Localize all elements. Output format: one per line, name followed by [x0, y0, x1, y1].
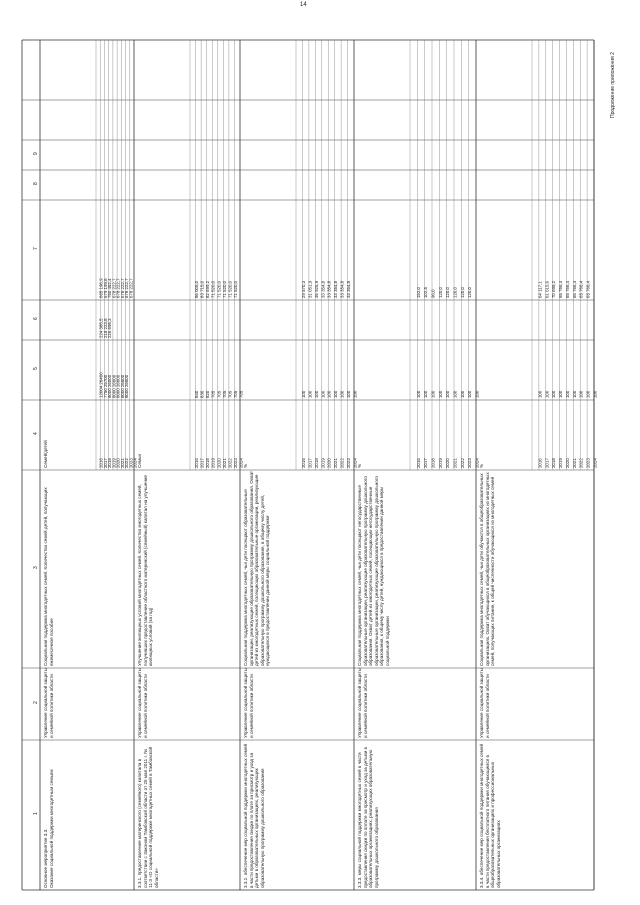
section-2-year-2024: 2024 [352, 458, 358, 468]
column-number-1: 1 [33, 812, 39, 815]
section-2-value5-2022: 100 [339, 390, 345, 399]
section-0-value5-2022: 8000 26600 [124, 374, 130, 399]
section-4-year-2024: 2024 [592, 458, 598, 468]
section-1-year-2024: 2024 [238, 458, 244, 468]
section-4-title: 3.3.4. обеспечение мер социальной поддержки многодетных семей в части предоставления бесплатного питания обучающимся в общеобразовательных организациях и профессиональных образовательных организациях [479, 742, 501, 888]
section-0-value6-2018: 226 695,3 [107, 318, 113, 339]
section-4-year-2019: 2019 [558, 458, 564, 469]
section-2-year-2020: 2020 [326, 458, 332, 469]
section-0-year-2024: 2024 [132, 458, 138, 468]
section-3-unit: % [357, 463, 362, 468]
section-1-value5-2021: 705 [221, 390, 227, 399]
section-3-title: 3.3.3. меры социальной поддержки многодетных семей в части предоставления скидки по оплате за присмотр и уход за детьми в образовательных организациях, реализующих образовательную программу дошкольного образования [357, 745, 379, 888]
section-4-year-2021: 2021 [571, 458, 577, 469]
section-4-value5-2020: 100 [564, 390, 570, 399]
section-2-title: 3.3.2. обеспечение мер социальной поддержки многодетных семей в части предоставления скидки по плате за присмотр и уход за детьми в образовательных организациях, реализующих образовательную программу дошкольного образования [243, 742, 265, 888]
section-0-year-2020: 2020 [115, 458, 121, 469]
section-3-value7-2017: 102,5 [423, 287, 429, 299]
section-3-value7-2023: 120,0 [467, 287, 473, 299]
section-0-value7-2016: 665 196,9 [98, 278, 104, 299]
continuation-label: Продолжение приложения 2 [610, 52, 616, 118]
section-1-value5-2023: 705 [232, 390, 238, 399]
section-4-unit: % [479, 463, 484, 468]
section-1-year-2021: 2021 [221, 458, 227, 469]
section-0-value7-2022: 678 222,7 [124, 278, 130, 299]
section-3-value5-2022: 100 [459, 390, 465, 399]
section-3-year-2022: 2022 [459, 458, 465, 469]
section-3-value5-2018: 100 [430, 390, 436, 398]
section-4-value5-2021: 100 [571, 390, 577, 399]
section-3-year-2017: 2017 [423, 458, 429, 469]
section-3-value5-2016: 100 [415, 390, 421, 399]
section-4-executor: Управление социальной защиты и семейной политики области [479, 666, 490, 738]
section-1-title: 3.3.1. предоставление материнского (семейного) капитала в соответствии с Законом Тамбовской области от 25 мая 2011 г. № 11-З «О социальной поддержке многодетных семей в Тамбовской области» [137, 745, 159, 888]
section-1-year-2017: 2017 [199, 458, 205, 469]
section-3-executor: Управление социальной защиты и семейной политики области [357, 666, 368, 738]
section-4-year-2023: 2023 [585, 458, 591, 469]
section-0-value5-2021: 8000 26600 [119, 374, 125, 399]
section-2-year-2018: 2018 [313, 458, 319, 469]
section-4-value7-2016: 64 117,1 [537, 281, 543, 299]
section-0-year-2023: 2023 [128, 458, 134, 469]
section-2-indicator: Социальная поддержка многодетных семей, чьи дети посещают образовательные организации, реализующие образовательную программу дошкольного образования. Охват детей из многодетных семей, посещающих образовательные организации, реализующие образовательную программу дошкольного образования, в общему числу детей, нуждающихся в предоставлении данной меры социальной поддержки [243, 469, 270, 666]
section-2-value5-2024: 100 [352, 390, 358, 398]
section-0-year-2022: 2022 [124, 458, 130, 469]
section-2-value7-2022: 33 354,8 [339, 280, 345, 299]
section-2-year-2016: 2016 [300, 458, 306, 469]
section-3-value5-2019: 100 [437, 390, 443, 399]
section-4-value5-2016: 100 [537, 390, 543, 399]
section-4-value7-2021: 65 766,4 [571, 280, 577, 299]
section-0-year-2019: 2019 [111, 458, 117, 469]
section-4-year-2022: 2022 [578, 458, 584, 469]
section-3-value5-2023: 100 [467, 390, 473, 399]
section-1-value7-2020: 71 520,0 [216, 280, 222, 299]
section-2-unit: % [243, 463, 248, 468]
section-2-value5-2016: 100 [300, 390, 306, 399]
section-1-value5-2018: 820 [205, 390, 211, 399]
section-3-year-2021: 2021 [452, 458, 458, 468]
section-2-value5-2018: 100 [313, 390, 319, 399]
section-1-value7-2019: 71 520,0 [210, 280, 216, 299]
section-4-value7-2023: 65 766,4 [585, 280, 591, 299]
section-1-value7-2022: 71 520,0 [227, 280, 233, 299]
section-1-value7-2016: 86 005,0 [194, 280, 200, 299]
section-4-value7-2022: 65 766,4 [578, 280, 584, 299]
section-1-value7-2017: 83 715,0 [199, 280, 205, 299]
section-4-indicator: Социальная поддержка многодетных семей, чьи дети обучаются в общеобразовательных организациях. Охват обучающихся в общеобразовательных организациях из многодетных семей, получающих питание, к общей численности обучающихся из многодетных семей [479, 471, 495, 666]
section-3-value7-2020: 120,0 [445, 287, 451, 299]
section-3-value7-2016: 152,0 [415, 287, 421, 299]
section-0-value7-2017: 679 199,8 [102, 278, 108, 299]
section-3-value7-2021: 120,0 [452, 287, 458, 298]
section-0-unit: Семей/детей [43, 440, 48, 468]
column-number-3: 3 [33, 566, 39, 569]
section-3-year-2020: 2020 [445, 458, 451, 469]
section-2-value7-2018: 36 925,9 [313, 280, 319, 299]
section-4-value7-2017: 61 615,6 [544, 280, 550, 299]
section-4-value5-2018: 100 [551, 390, 557, 399]
section-2-value5-2019: 100 [320, 390, 326, 399]
section-0-value5-2017: 7750 25700 [102, 374, 108, 399]
section-0-value7-2021: 678 222,7 [119, 278, 125, 299]
section-3-year-2016: 2016 [415, 458, 421, 469]
section-1-value5-2020: 705 [216, 390, 222, 399]
section-4-value5-2017: 100 [544, 390, 550, 399]
section-1-unit: Семьи [137, 454, 142, 468]
section-2-value7-2017: 31 051,9 [307, 280, 313, 299]
column-number-2: 2 [33, 701, 39, 704]
section-2-value7-2016: 29 570,3 [300, 280, 306, 299]
section-0-value7-2020: 678 222,7 [115, 278, 121, 299]
section-1-value5-2019: 705 [210, 390, 216, 399]
section-4-value5-2023: 100 [585, 390, 591, 399]
section-1-year-2016: 2016 [194, 458, 200, 469]
section-0-value5-2016: 12004 26400 [98, 372, 104, 399]
section-0-value6-2017: 218 223,8 [102, 318, 108, 339]
section-1-indicator: Улучшение жилищных условий многодетных семей. Количество многодетных семей, получивших предоставление областного материнский (семейный) капитал на улучшение жилищных условий (за год) [137, 473, 153, 666]
section-3-year-2018: 2018 [430, 458, 436, 468]
section-1-year-2020: 2020 [216, 458, 222, 469]
section-3-value5-2024: 100 [474, 390, 480, 398]
section-2-year-2021: 2021 [333, 458, 339, 469]
section-0-value5-2019: 8000 26600 [111, 374, 117, 399]
section-4-value7-2020: 65 766,4 [564, 280, 570, 299]
section-3-year-2023: 2023 [467, 458, 473, 469]
section-3-value7-2022: 120,0 [459, 287, 465, 299]
section-3-value5-2017: 100 [423, 390, 429, 399]
column-number-8: 8 [33, 182, 39, 185]
section-3-year-2019: 2019 [437, 458, 443, 469]
section-2-executor: Управление социальной защиты и семейной политики области [243, 666, 254, 738]
section-4-value7-2019: 65 766,4 [558, 280, 564, 299]
section-1-value7-2023: 71 520,0 [232, 280, 238, 299]
section-0-year-2021: 2021 [119, 458, 125, 469]
section-0-year-2018: 2018 [107, 458, 113, 469]
section-3-value7-2019: 120,0 [437, 287, 443, 299]
section-2-value7-2023: 33 354,8 [346, 280, 352, 299]
section-1-year-2018: 2018 [205, 458, 211, 469]
section-0-title: Основное мероприятие 3.3. Оказание социальной поддержки многодетным семьям [43, 769, 54, 888]
page-number: 14 [300, 2, 307, 8]
section-4-year-2017: 2017 [544, 458, 550, 469]
section-1-year-2019: 2019 [210, 458, 216, 469]
section-1-year-2023: 2023 [232, 458, 238, 469]
section-4-year-2020: 2020 [564, 458, 570, 469]
section-2-value5-2021: 100 [333, 390, 339, 399]
section-2-value5-2017: 100 [307, 390, 313, 399]
section-2-value7-2020: 33 354,8 [326, 280, 332, 299]
section-2-value5-2023: 100 [346, 390, 352, 399]
column-number-5: 5 [33, 367, 39, 370]
section-1-value7-2018: 82 699,2 [205, 280, 211, 299]
section-0-value5-2018: 8000 26000 [107, 374, 113, 399]
section-1-year-2022: 2022 [227, 458, 233, 469]
section-0-value7-2023: 678 222,7 [128, 278, 134, 299]
section-0-indicator: Социальная поддержка многодетных семей. Количество семей детей, получающих ежемесячное пособие [43, 486, 54, 666]
section-3-value5-2021: 100 [452, 390, 458, 398]
section-0-value6-2016: 224 385,5 [98, 318, 104, 339]
section-1-value5-2016: 840 [194, 390, 200, 399]
section-4-value5-2019: 100 [558, 390, 564, 399]
section-0-executor: Управление социальной защиты и семейной политики области [43, 666, 54, 738]
section-2-year-2022: 2022 [339, 458, 345, 469]
section-2-value5-2020: 100 [326, 390, 332, 399]
column-number-9: 9 [33, 152, 39, 155]
section-2-value7-2019: 33 354,8 [320, 280, 326, 299]
section-2-year-2023: 2023 [346, 458, 352, 469]
section-1-value5-2017: 836 [199, 390, 205, 399]
section-4-value7-2018: 70 695,2 [551, 280, 557, 299]
section-4-value5-2022: 100 [578, 390, 584, 399]
section-4-year-2018: 2018 [551, 458, 557, 469]
section-4-year-2016: 2016 [537, 458, 543, 469]
section-0-year-2017: 2017 [102, 458, 108, 469]
section-1-value7-2021: 71 520,0 [221, 280, 227, 299]
section-0-value7-2018: 750 452,4 [107, 278, 113, 299]
column-number-6: 6 [33, 317, 39, 320]
section-3-value5-2020: 100 [445, 390, 451, 399]
section-2-year-2017: 2017 [307, 458, 313, 469]
column-number-4: 4 [33, 432, 39, 435]
section-1-value5-2024: 705 [238, 390, 244, 398]
column-number-7: 7 [33, 247, 39, 250]
section-4-value5-2024: 100 [592, 390, 598, 398]
section-1-value5-2022: 705 [227, 390, 233, 399]
section-3-indicator: Социальная поддержка многодетных семей, чьи дети посещают негосударственные образовательные организации, реализующие образовательную программу дошкольного образования. Охват детей из многодетных семей, посещающих негосударственные образовательные организации, реализующие образовательную программу дошкольного образования, к общему числу детей, нуждающихся в предоставлении данной меры социальной поддержки [357, 474, 390, 666]
section-0-value7-2019: 678 222,7 [111, 278, 117, 299]
section-3-value7-2018: 90,0 [430, 289, 436, 298]
section-1-executor: Управление социальной защиты и семейной политики области [137, 666, 148, 738]
section-2-year-2019: 2019 [320, 458, 326, 469]
section-2-value7-2021: 33 354,8 [333, 280, 339, 299]
section-0-value5-2020: 8000 26600 [115, 374, 121, 399]
section-3-year-2024: 2024 [474, 458, 480, 468]
section-0-year-2016: 2016 [98, 458, 104, 469]
